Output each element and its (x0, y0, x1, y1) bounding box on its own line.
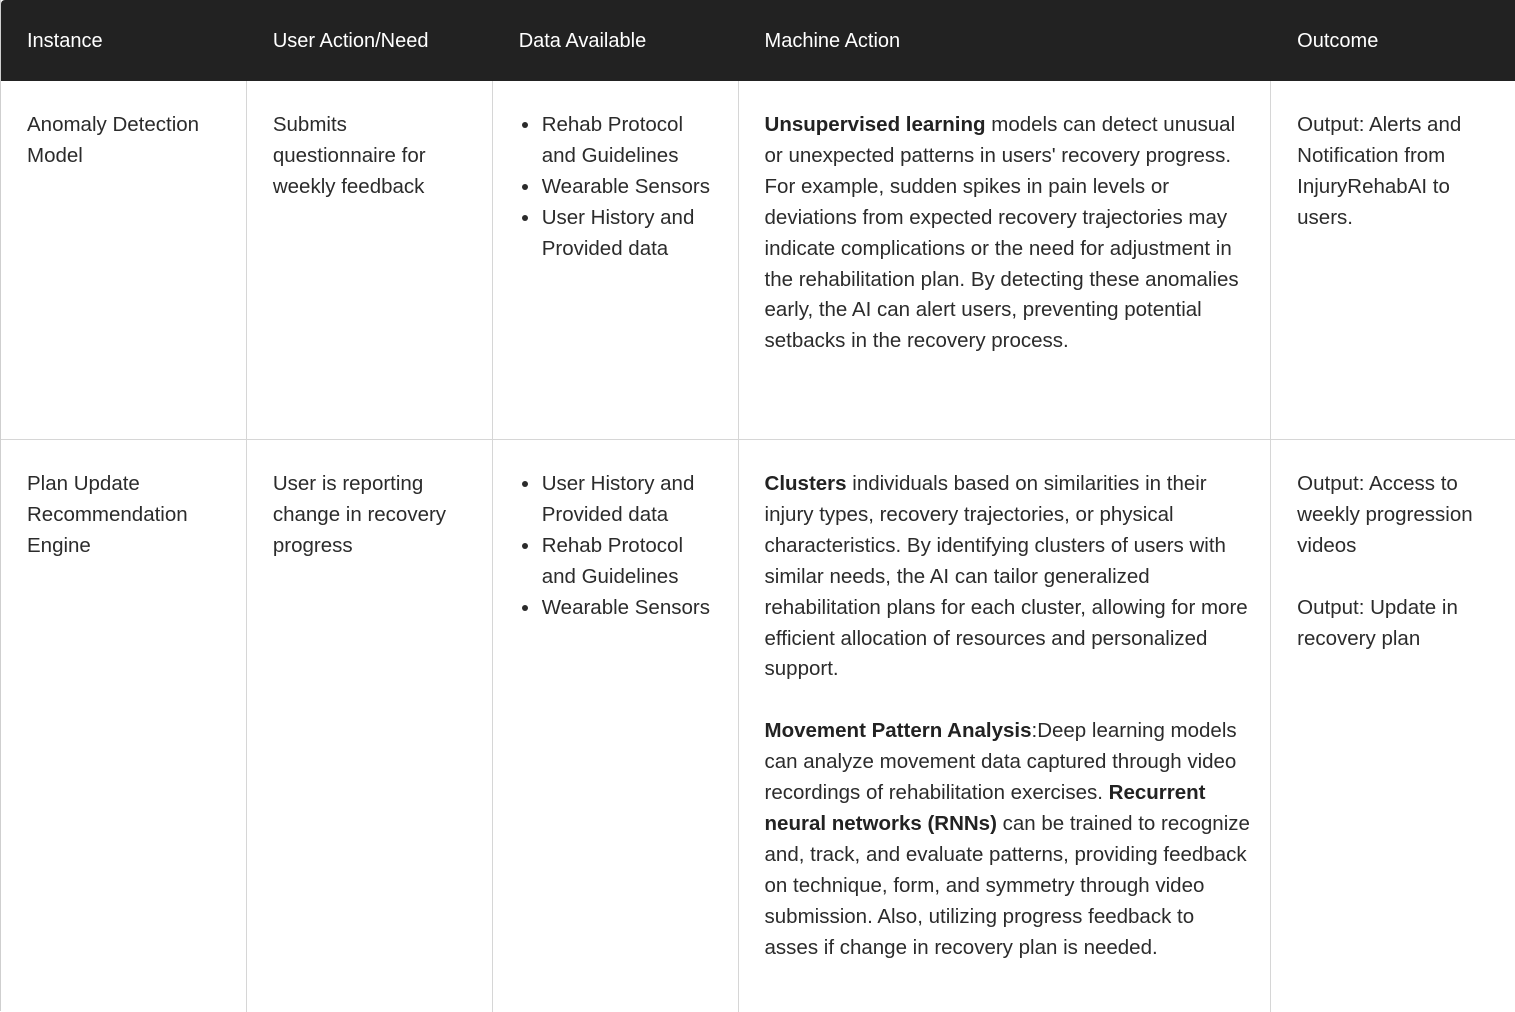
paragraph-text: models can detect unusual or unexpected patterns in users' recovery progress. For example, sudden spikes in pain levels or deviations from expected recovery trajectories may indicate complications or the need for adjustment in the rehabilitation plan. By detecting these anomalies early, the AI can alert users, preventing potential setbacks in the recovery process. (764, 113, 1239, 353)
data-available-cell (493, 81, 739, 439)
header-data-available: Data Available (518, 30, 647, 52)
machine-paragraph (765, 469, 1251, 685)
list-item: • Rehab Protocol and Guidelines (541, 110, 718, 172)
machine-paragraph (765, 716, 1251, 963)
header-outcome: Outcome (1297, 30, 1379, 52)
paragraph-text: :Deep learning models can analyze movement data captured through video recordings of rehabilitation exercises. (764, 719, 1237, 805)
data-list (519, 110, 718, 265)
machine-action-cell (739, 81, 1272, 439)
bold-term: Recurrent neural networks (RNNs) (764, 781, 1206, 835)
bold-term: Clusters (764, 472, 847, 495)
instance-cell: Plan Update Recommendation Engine (1, 440, 247, 1012)
user-action-cell: User is reporting change in recovery progress (247, 440, 493, 1012)
header-machine-action: Machine Action (764, 30, 901, 52)
data-available-cell (493, 440, 739, 1012)
user-action-cell: Submits questionnaire for weekly feedback (247, 81, 493, 439)
bold-term: Movement Pattern Analysis (764, 719, 1032, 743)
outcome-cell (1271, 440, 1515, 1012)
paragraph-text: individuals based on similarities in their injury types, recovery trajectories, or physical characteristics. By identifying clusters of users with similar needs, the AI can tailor generalized rehabilitation plans for each cluster, allowing for more efficient allocation of resources and personalized support. (764, 472, 1248, 681)
list-item: • User History and Provided data (541, 203, 718, 265)
data-list (519, 469, 718, 624)
outcome-cell (1271, 81, 1515, 439)
outcome-text: Output: Update in recovery plan (1297, 595, 1458, 650)
outcome-text: Output: Access to weekly progression videos (1297, 472, 1473, 557)
header-user-action: User Action/Need (272, 30, 429, 52)
table-row (1, 81, 1515, 440)
table-header (1, 0, 1515, 81)
header-instance: Instance (27, 30, 103, 52)
outcome-text: Output: Alerts and Notification from InjuryRehabAI to users. (1297, 113, 1462, 229)
paragraph-text: can be trained to recognize and, track, and evaluate patterns, providing feedback on technique, form, and symmetry through video submission. Also, utilizing progress feedback to asses if change in recovery plan is needed. (764, 811, 1250, 959)
list-item: • Rehab Protocol and Guidelines (541, 531, 718, 593)
machine-action-cell (739, 440, 1272, 1012)
bold-term: Unsupervised learning (764, 113, 986, 136)
machine-paragraph (765, 110, 1251, 357)
list-item: • Wearable Sensors (541, 593, 718, 624)
table-row (1, 440, 1515, 1012)
list-item: • User History and Provided data (541, 469, 718, 531)
list-item: • Wearable Sensors (541, 172, 718, 203)
instance-cell: Anomaly Detection Model (1, 81, 247, 439)
